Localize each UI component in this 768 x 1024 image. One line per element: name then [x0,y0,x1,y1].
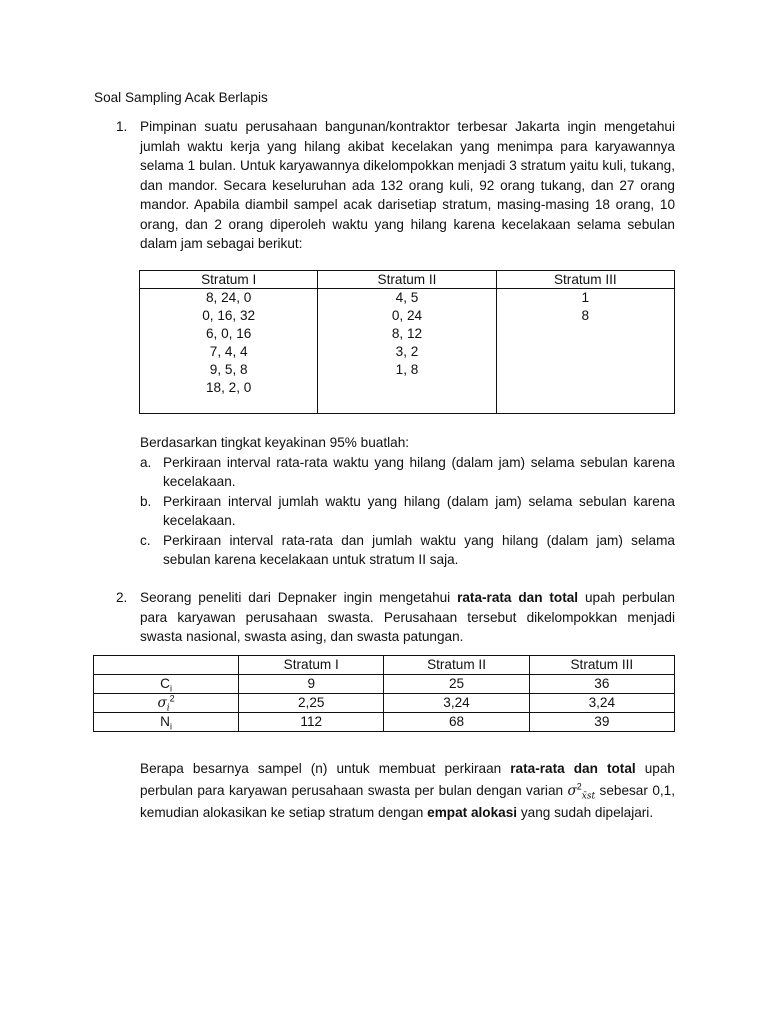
table-cell: 8, 12 [391,326,423,341]
question-2-number: 2. [116,590,128,605]
question-2-text: Seorang peneliti dari Depnaker ingin mengetahui rata-rata dan total upah perbulan para karyawan perusahaan swasta. Perusahaan tersebut dikelompokkan menjadi swasta nasional, swasta asing, dan swasta patungan. [140,590,675,644]
stratum-2-values [318,289,496,414]
table-header-stratum-3: Stratum III [529,656,674,675]
table-cell: 4, 5 [395,290,419,305]
table-header-stratum-2: Stratum II [384,656,529,675]
table-cell: 2,25 [239,694,384,713]
table-header-stratum-3: Stratum III [496,271,674,289]
table-cell: 39 [529,713,674,732]
question-2-closing: Berapa besarnya sampel (n) untuk membuat perkiraan rata-rata dan total upah perbulan para karyawan perusahaan swasta per bulan dengan varian $\sigma^2_{x̄st}$ sebesar 0,1, kemudian alokasikan ke setiap stratum dengan empat alokasi yang sudah dipelajari. [140,761,675,820]
task-item-b [140,492,675,531]
table-header-stratum-1: Stratum I [140,271,318,289]
task-label: b. [140,493,152,509]
question-1-tasks [140,433,675,570]
table-cell: 1, 8 [395,362,419,377]
table-cell: 36 [529,675,674,694]
row-label-sigma: $\sigma_i^2$ [94,694,239,713]
emphasis-text: empat alokasi [427,805,518,820]
emphasis-text: rata-rata dan total [510,761,636,776]
table-cell: 3,24 [529,694,674,713]
task-text: Perkiraan interval rata-rata dan jumlah waktu yang hilang (dalam jam) selama sebulan karena kecelakaan untuk stratum II saja. [163,532,675,567]
table-cell: 3,24 [384,694,529,713]
table-cell: 7, 4, 4 [209,344,248,359]
table-cell: 9, 5, 8 [209,362,248,377]
task-item-a [140,453,675,492]
table-row [94,713,675,732]
task-item-c [140,531,675,570]
table-cell: 0, 24 [391,308,423,323]
table-cell: 68 [384,713,529,732]
stratum-1-values [140,289,318,414]
stratum-parameter-table [93,655,675,732]
table-cell: 0, 16, 32 [202,308,256,323]
tasks-intro: Berdasarkan tingkat keyakinan 95% buatlah: [140,435,410,450]
row-label-ni: $N_i$ [94,713,239,732]
table-row [94,694,675,713]
table-cell: 25 [384,675,529,694]
table-row [94,675,675,694]
table-cell: 18, 2, 0 [205,380,252,395]
table-header-blank [94,656,239,675]
table-cell: 6, 0, 16 [205,326,252,341]
variance-symbol: $\sigma^2_{x̄st}$ [567,781,596,802]
stratum-3-values [496,289,674,414]
document-title: Soal Sampling Acak Berlapis [94,90,268,105]
question-1-text: Pimpinan suatu perusahaan bangunan/kontraktor terbesar Jakarta ingin mengetahui jumlah waktu kerja yang hilang akibat kecelakan yang menimpa para karyawannya selama 1 bulan. Untuk karyawannya dikelompokkan menjadi 3 stratum yaitu kuli, tukang, dan mandor. Secara keseluruhan ada 132 orang kuli, 92 orang tukang, dan 27 orang mandor. Apabila diambil sampel acak darisetiap stratum, masing-masing 18 orang, 10 orang, dan 2 orang diperoleh waktu yang hilang karena kecelakaan selama sebulan dalam jam sebagai berikut: [140,119,675,251]
table-cell: 9 [239,675,384,694]
question-1 [116,117,675,254]
table-cell: 112 [239,713,384,732]
table-header-stratum-1: Stratum I [239,656,384,675]
row-label-ci: $C_i$ [94,675,239,694]
table-header-stratum-2: Stratum II [318,271,496,289]
task-label: c. [140,532,151,548]
table-cell: 3, 2 [395,344,419,359]
task-text: Perkiraan interval rata-rata waktu yang hilang (dalam jam) selama sebulan karena kecelakaan. [163,454,675,489]
stratum-waktu-table [139,270,675,414]
table-cell: 1 [581,290,590,305]
question-1-number: 1. [116,119,128,134]
task-label: a. [140,454,152,470]
table-cell: 8, 24, 0 [205,290,252,305]
task-text: Perkiraan interval jumlah waktu yang hilang (dalam jam) selama sebulan karena kecelakaan. [163,493,675,528]
question-2 [116,588,675,647]
emphasis-text: rata-rata dan total [457,590,579,605]
table-cell: 8 [581,308,590,323]
